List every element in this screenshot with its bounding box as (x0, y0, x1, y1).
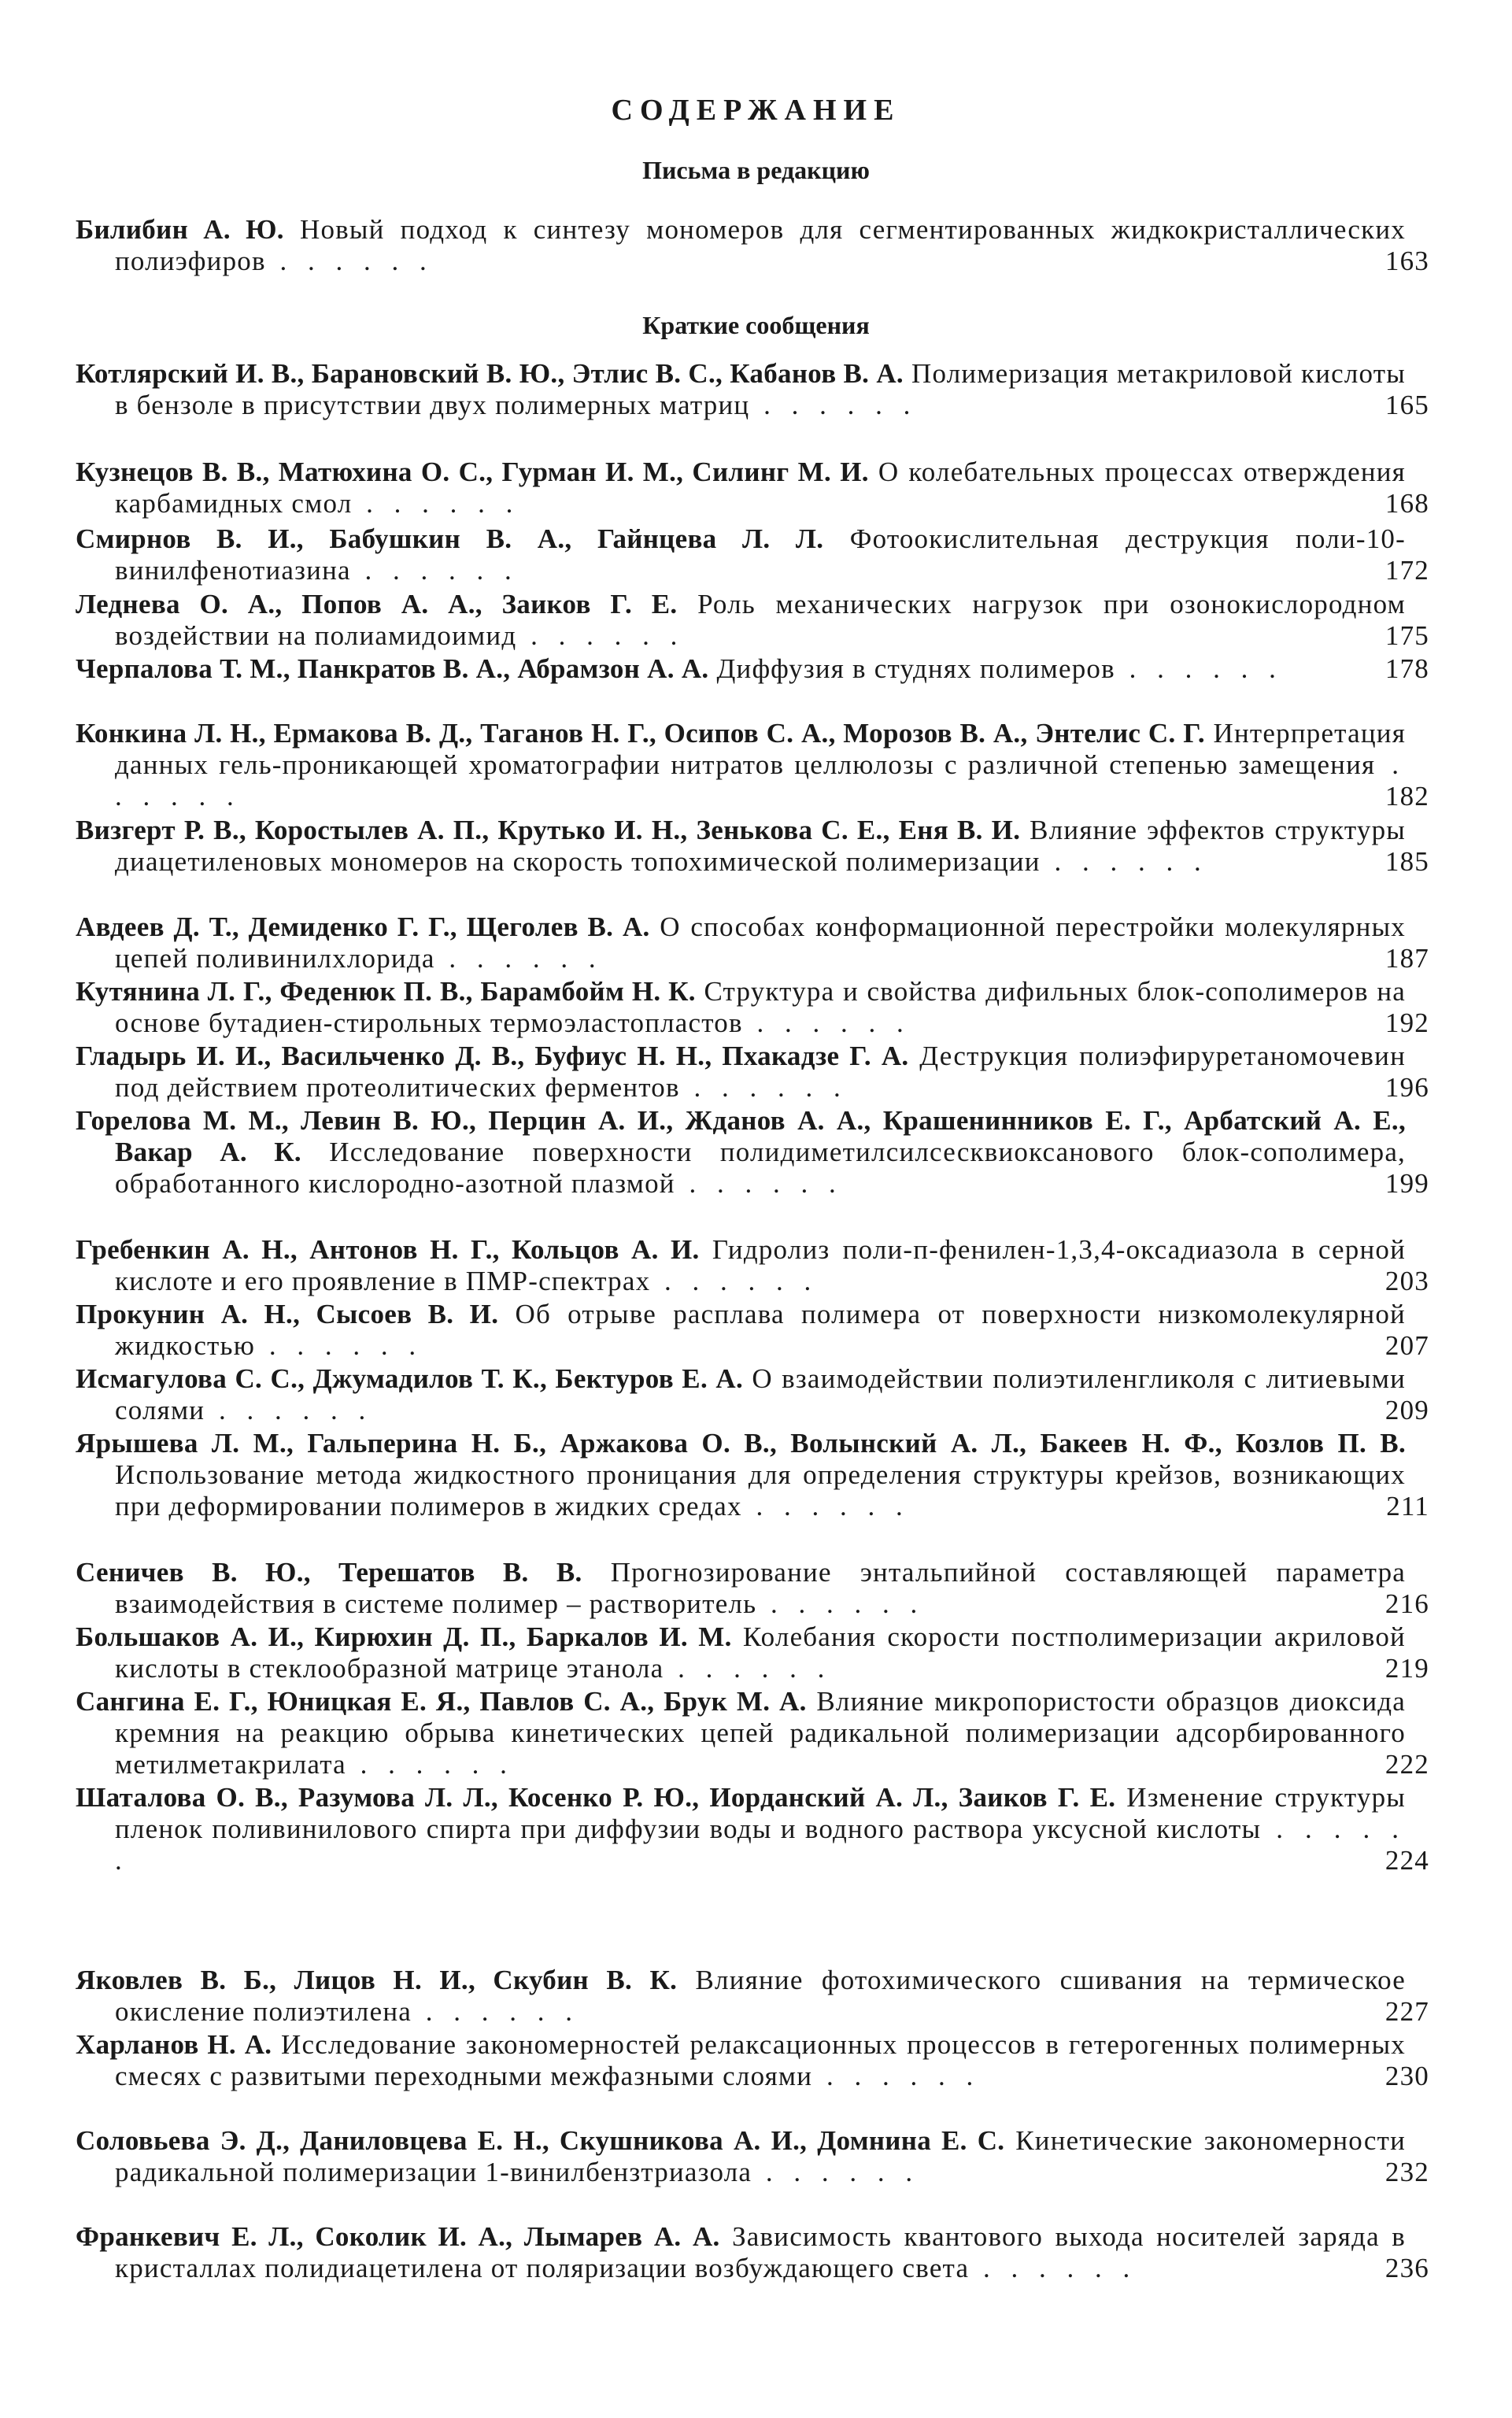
dot-leader: . . . . . . (412, 1996, 579, 2027)
dot-leader: . . . . . . (516, 620, 685, 651)
toc-entry-title: Об отрыве расплава полимера от поверхности низкомолекулярной жидкостью (115, 1299, 1406, 1361)
toc-entry-text (76, 1105, 1406, 1200)
toc-entry-text (76, 214, 1406, 277)
toc-entry-page: 187 (1384, 943, 1429, 974)
toc-entry-page: 172 (1384, 555, 1429, 586)
toc-entry-authors: Большаков А. И., Кирюхин Д. П., Баркалов И. М. (76, 1621, 732, 1652)
toc-entry-authors: Билибин А. Ю. (76, 214, 284, 245)
toc-entry-title: Использование метода жидкостного проницания для определения структуры крейзов, возникающих при деформировании полимеров в жидких средах (115, 1459, 1406, 1521)
toc-entry-text (76, 358, 1406, 421)
toc-entry-page: 185 (1384, 846, 1429, 877)
toc-entry (76, 1686, 1429, 1780)
toc-entry-page: 199 (1384, 1168, 1429, 1199)
toc-entry-authors: Конкина Л. Н., Ермакова В. Д., Таганов Н. Г., Осипов С. А., Морозов В. А., Энтелис С. Г. (76, 718, 1205, 749)
toc-entry (76, 815, 1429, 878)
toc-entry-authors: Ярышева Л. М., Гальперина Н. Б., Аржакова О. В., Волынский А. Л., Бакеев Н. Ф., Козлов П. В. (76, 1428, 1406, 1459)
toc-entry (76, 2029, 1429, 2092)
toc-entry-title: Исследование закономерностей релаксационных процессов в гетерогенных полимерных смесях с развитыми переходными межфазными слоями (115, 2029, 1407, 2091)
toc-entry-text (76, 1621, 1406, 1684)
toc-entry-authors: Прокунин А. Н., Сысоев В. И. (76, 1299, 499, 1329)
toc-entry-page: 219 (1384, 1653, 1429, 1684)
dot-leader: . . . . . . (352, 488, 520, 519)
toc-entry-authors: Черпалова Т. М., Панкратов В. А., Абрамзон А. А. (76, 653, 709, 684)
toc-entry-text (76, 457, 1406, 519)
section-heading-letters: Письма в редакцию (642, 156, 870, 184)
toc-entry-text (76, 1234, 1406, 1297)
toc-entry-text (76, 2029, 1406, 2092)
toc-entry-title: Кинетические закономерности радикальной полимеризации 1-винилбензтриазола (115, 2125, 1406, 2187)
toc-entry-title: О колебательных процессах отверждения карбамидных смол (115, 457, 1406, 519)
toc-entry-title: Прогнозирование энтальпийной составляющей параметра взаимодействия в системе полимер – растворитель (115, 1557, 1407, 1619)
toc-entry-text (76, 1299, 1406, 1362)
toc-entry (76, 1041, 1429, 1104)
toc-entry-page: 230 (1384, 2061, 1429, 2091)
toc-entry (76, 1299, 1429, 1362)
toc-entry-text (76, 1363, 1406, 1426)
toc-entry-page: 196 (1384, 1072, 1429, 1103)
toc-entry-authors: Харланов Н. А. (76, 2029, 272, 2060)
toc-entry-page: 192 (1384, 1008, 1429, 1038)
toc-entry-authors: Гребенкин А. Н., Антонов Н. Г., Кольцов А. И. (76, 1234, 700, 1265)
toc-entry-text (76, 1557, 1406, 1620)
toc-entry-title: Полимеризация метакриловой кислоты в бензоле в присутствии двух полимерных матриц (115, 358, 1407, 420)
page-title: СОДЕРЖАНИЕ (611, 94, 901, 127)
toc-entry-page: 209 (1384, 1395, 1429, 1425)
toc-entry-page: 207 (1384, 1330, 1429, 1361)
toc-entry-title: Новый подход к синтезу мономеров для сегментированных жидкокристаллических полиэфиров (115, 214, 1406, 276)
dot-leader: . . . . . . (265, 246, 434, 276)
toc-entry-authors: Горелова М. М., Левин В. Ю., Перцин А. И., Жданов А. А., Крашенинников Е. Г., Арбатский А. Е., Вакар А. К. (76, 1105, 1406, 1167)
toc-entry-title: Зависимость квантового выхода носителей заряда в кристаллах полидиацетилена от поляризации возбуждающего света (115, 2221, 1406, 2283)
toc-entry-title: О способах конформационной перестройки молекулярных цепей поливинилхлорида (115, 911, 1406, 974)
toc-entry-authors: Визгерт Р. В., Коростылев А. П., Крутько И. Н., Зенькова С. Е., Еня В. И. (76, 815, 1021, 845)
toc-entry-text (76, 815, 1406, 878)
dot-leader: . . . . . . (752, 2157, 920, 2187)
dot-leader: . . . . . . (679, 1072, 848, 1103)
toc-entry-authors: Шаталова О. В., Разумова Л. Л., Косенко Р. Ю., Иорданский А. Л., Заиков Г. Е. (76, 1782, 1116, 1813)
toc-entry-authors: Гладырь И. И., Васильченко Д. В., Буфиус Н. Н., Пхакадзе Г. А. (76, 1041, 909, 1071)
dot-leader: . . . . . . (969, 2253, 1137, 2283)
toc-entry-title: Деструкция полиэфируретаномочевин под действием протеолитических ферментов (115, 1041, 1407, 1103)
toc-entry-title: Колебания скорости постполимеризации акриловой кислоты в стеклообразной матрице этанола (115, 1621, 1406, 1684)
dot-leader: . . . . . . (1040, 846, 1208, 877)
toc-entry-page: 211 (1386, 1491, 1429, 1521)
toc-entry-text (76, 1782, 1406, 1876)
toc-entry-page: 232 (1384, 2157, 1429, 2187)
toc-entry-authors: Леднева О. А., Попов А. А., Заиков Г. Е. (76, 589, 678, 619)
toc-entry-page: 175 (1384, 620, 1429, 651)
toc-entry-text (76, 1041, 1406, 1104)
dot-leader: . . . . . . (1115, 653, 1283, 684)
toc-entry (76, 1782, 1429, 1876)
toc-entry-text (76, 1965, 1406, 2028)
toc-entry (76, 1105, 1429, 1200)
dot-leader: . . . . . . (115, 749, 1407, 812)
toc-entry (76, 1621, 1429, 1684)
toc-entry-authors: Соловьева Э. Д., Даниловцева Е. Н., Скушникова А. И., Домнина Е. С. (76, 2125, 1005, 2156)
toc-entry-text (76, 523, 1406, 586)
toc-entry-title: Роль механических нагрузок при озонокислородном воздействии на полиамидоимид (115, 589, 1407, 651)
dot-leader: . . . . . . (650, 1266, 819, 1296)
toc-entry (76, 1428, 1429, 1522)
toc-entry-text (76, 1686, 1406, 1780)
toc-entry-title: Гидролиз поли-п-фенилен-1,3,4-оксадиазола в серной кислоте и его проявление в ПМР-спектрах (115, 1234, 1407, 1296)
toc-entry-title: Изменение структуры пленок поливинилового спирта при диффузии воды и водного раствора уксусной кислоты (115, 1782, 1406, 1844)
toc-entry (76, 214, 1429, 277)
toc-entry-authors: Сангина Е. Г., Юницкая Е. Я., Павлов С. А., Брук М. А. (76, 1686, 807, 1717)
toc-entry (76, 911, 1429, 974)
toc-entry-page: 165 (1384, 390, 1429, 420)
toc-entry-authors: Котлярский И. В., Барановский В. Ю., Этлис В. С., Кабанов В. А. (76, 358, 904, 389)
toc-entry (76, 1363, 1429, 1426)
toc-entry-page: 182 (1384, 781, 1429, 812)
toc-entry (76, 2221, 1429, 2284)
toc-entry-authors: Смирнов В. И., Бабушкин В. А., Гайнцева Л. Л. (76, 523, 824, 554)
toc-entry-text (76, 718, 1406, 812)
toc-entry-text (76, 976, 1406, 1039)
toc-entry-authors: Кутянина Л. Г., Феденюк П. В., Барамбойм Н. К. (76, 976, 696, 1007)
toc-entry (76, 718, 1429, 812)
toc-entry-page: 227 (1384, 1996, 1429, 2027)
dot-leader: . . . . . . (434, 943, 603, 974)
toc-entry (76, 1557, 1429, 1620)
dot-leader: . . . . . . (742, 1008, 911, 1038)
toc-entry-page: 163 (1384, 246, 1429, 276)
toc-entry-title: Влияние фотохимического сшивания на термическое окисление полиэтилена (115, 1965, 1406, 2027)
toc-entry (76, 523, 1429, 586)
section-heading-short-reports: Краткие сообщения (642, 311, 870, 339)
toc-entry-authors: Исмагулова С. С., Джумадилов Т. К., Бектуров Е. А. (76, 1363, 744, 1394)
dot-leader: . . . . . . (675, 1168, 843, 1199)
dot-leader: . . . . . . (205, 1395, 373, 1425)
toc-entry-text (76, 2221, 1406, 2284)
toc-entry-text (76, 653, 1406, 685)
toc-entry-page: 236 (1384, 2253, 1429, 2283)
toc-entry-title: Интерпретация данных гель-проникающей хроматографии нитратов целлюлозы с различной степенью замещения (115, 718, 1407, 780)
toc-entry (76, 2125, 1429, 2188)
toc-entry-text (76, 589, 1406, 652)
dot-leader: . . . . . . (115, 1814, 1406, 1876)
toc-entry-title: О взаимодействии полиэтиленгликоля с литиевыми солями (115, 1363, 1407, 1425)
toc-entry-title: Диффузия в студнях полимеров (716, 653, 1115, 684)
dot-leader: . . . . . . (812, 2061, 981, 2091)
toc-entry-title: Исследование поверхности полидиметилсилсесквиоксанового блок-сополимера, обработанного кислородно-азотной плазмой (115, 1137, 1407, 1199)
dot-leader: . . . . . . (756, 1588, 925, 1619)
toc-entry (76, 653, 1429, 685)
toc-entry (76, 1234, 1429, 1297)
toc-entry-title: Фотоокислительная деструкция поли-10-винилфенотиазина (115, 523, 1406, 586)
toc-entry-text (76, 911, 1406, 974)
toc-entry-text (76, 1428, 1406, 1522)
toc-entry (76, 358, 1429, 421)
dot-leader: . . . . . . (741, 1491, 910, 1521)
toc-entry-authors: Кузнецов В. В., Матюхина О. С., Гурман И. М., Силинг М. И. (76, 457, 869, 487)
toc-entry-page: 224 (1384, 1845, 1429, 1876)
toc-entry (76, 976, 1429, 1039)
toc-entry (76, 457, 1429, 519)
toc-entry-page: 178 (1384, 653, 1429, 684)
toc-entry-page: 222 (1384, 1749, 1429, 1780)
toc-entry (76, 1965, 1429, 2028)
dot-leader: . . . . . . (664, 1653, 832, 1684)
toc-entry-authors: Яковлев В. Б., Лицов Н. И., Скубин В. К. (76, 1965, 678, 1995)
toc-entry-page: 203 (1384, 1266, 1429, 1296)
dot-leader: . . . . . . (255, 1330, 423, 1361)
toc-entry-page: 168 (1384, 488, 1429, 519)
toc-entry-title: Влияние микропористости образцов диоксида кремния на реакцию обрыва кинетических цепей радикальной полимеризации адсорбированного метилметакрилата (115, 1686, 1407, 1780)
dot-leader: . . . . . . (346, 1749, 514, 1780)
toc-entry-text (76, 2125, 1406, 2188)
dot-leader: . . . . . . (350, 555, 519, 586)
toc-entry-authors: Сеничев В. Ю., Терешатов В. В. (76, 1557, 582, 1588)
toc-entry-authors: Франкевич Е. Л., Соколик И. А., Лымарев А. А. (76, 2221, 720, 2252)
toc-entry-authors: Авдеев Д. Т., Демиденко Г. Г., Щеголев В. А. (76, 911, 650, 942)
dot-leader: . . . . . . (749, 390, 918, 420)
toc-entry-title: Влияние эффектов структуры диацетиленовых мономеров на скорость топохимической полимеризации (115, 815, 1406, 877)
toc-entry (76, 589, 1429, 652)
toc-entry-page: 216 (1384, 1588, 1429, 1619)
toc-entry-title: Структура и свойства дифильных блок-сополимеров на основе бутадиен-стирольных термоэластопластов (115, 976, 1406, 1038)
